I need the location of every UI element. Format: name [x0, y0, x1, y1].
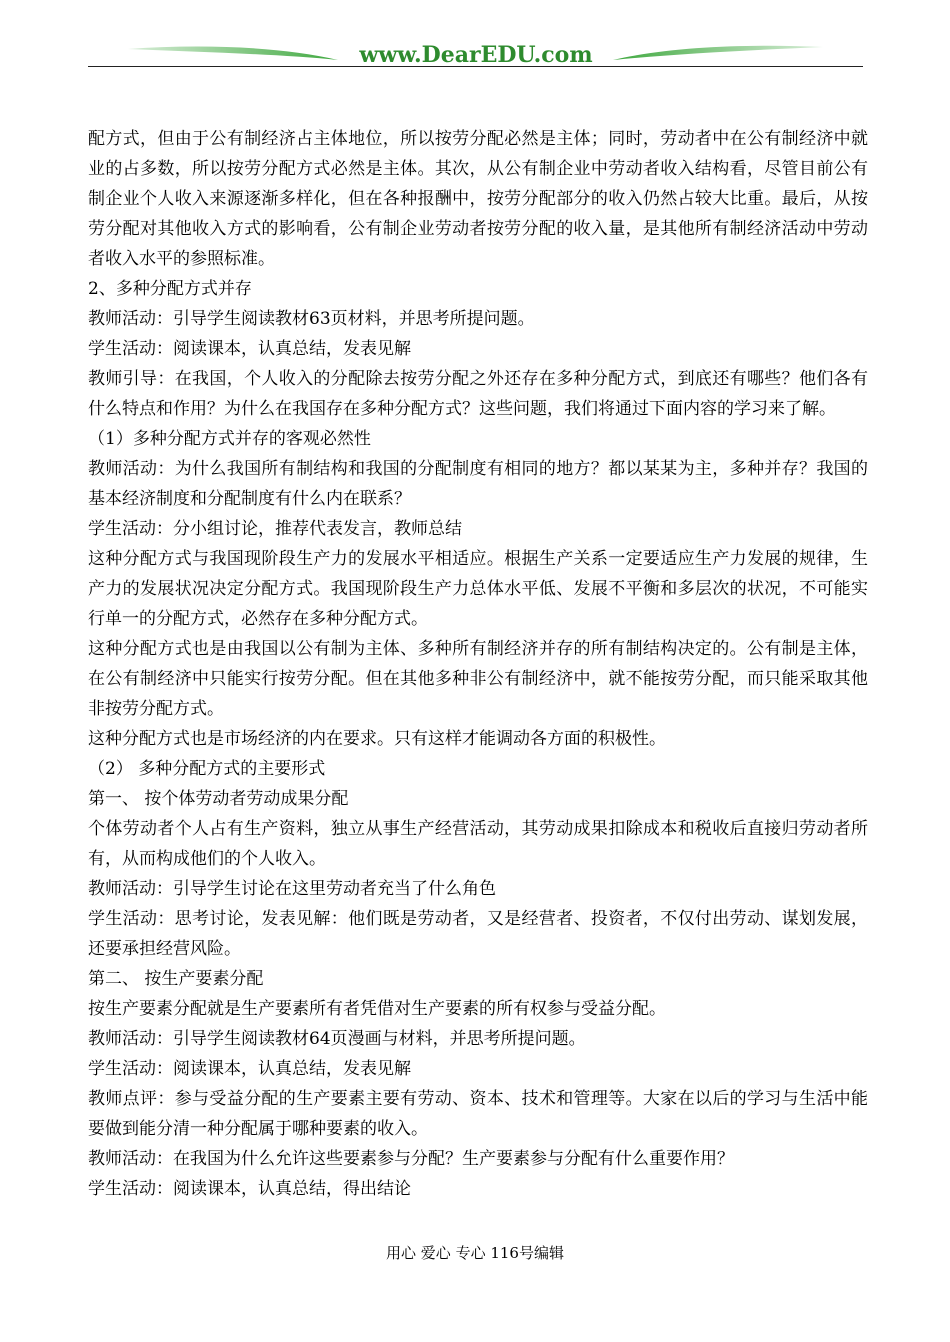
page-header: [88, 36, 863, 68]
paragraph: 第二、 按生产要素分配: [88, 969, 264, 989]
paragraph: 学生活动：分小组讨论，推荐代表发言，教师总结: [88, 519, 462, 539]
paragraph: 这种分配方式也是由我国以公有制为主体、多种所有制经济并存的所有制结构决定的。公有制是主体，在公有制经济中只能实行按劳分配。但在其他多种非公有制经济中，就不能按劳分配，而只能采取其他非按劳分配方式。: [88, 639, 868, 719]
paragraph: 这种分配方式与我国现阶段生产力的发展水平相适应。根据生产关系一定要适应生产力发展的规律，生产力的发展状况决定分配方式。我国现阶段生产力总体水平低、发展不平衡和多层次的状况，不可能实行单一的分配方式，必然存在多种分配方式。: [88, 549, 868, 629]
paragraph: 按生产要素分配就是生产要素所有者凭借对生产要素的所有权参与受益分配。: [88, 999, 666, 1019]
paragraph: 教师活动：引导学生讨论在这里劳动者充当了什么角色: [88, 879, 496, 899]
paragraph: 学生活动：思考讨论，发表见解：他们既是劳动者，又是经营者、投资者，不仅付出劳动、谋划发展，还要承担经营风险。: [88, 909, 868, 959]
paragraph: 个体劳动者个人占有生产资料，独立从事生产经营活动，其劳动成果扣除成本和税收后直接归劳动者所有，从而构成他们的个人收入。: [88, 819, 868, 869]
document-body: [88, 124, 868, 1204]
left-swoosh-icon: [128, 47, 338, 60]
paragraph: 教师活动：引导学生阅读教材64页漫画与材料，并思考所提问题。: [88, 1029, 586, 1049]
paragraph: 学生活动：阅读课本，认真总结，发表见解: [88, 339, 411, 359]
paragraph: 学生活动：阅读课本，认真总结，得出结论: [88, 1179, 411, 1199]
paragraph: 2、多种分配方式并存: [88, 279, 252, 299]
paragraph: 配方式，但由于公有制经济占主体地位，所以按劳分配必然是主体；同时，劳动者中在公有制经济中就业的占多数，所以按劳分配方式必然是主体。其次，从公有制企业中劳动者收入结构看，尽管目前公有制企业个人收入来源逐渐多样化，但在各种报酬中，按劳分配部分的收入仍然占较大比重。最后，从按劳分配对其他收入方式的影响看，公有制企业劳动者按劳分配的收入量，是其他所有制经济活动中劳动者收入水平的参照标准。: [88, 129, 868, 269]
header-rule: [88, 66, 863, 67]
paragraph: 教师活动：为什么我国所有制结构和我国的分配制度有相同的地方？都以某某为主，多种并存？我国的基本经济制度和分配制度有什么内在联系？: [88, 459, 868, 509]
paragraph: 教师活动：引导学生阅读教材63页材料，并思考所提问题。: [88, 309, 535, 329]
paragraph: 第一、 按个体劳动者劳动成果分配: [88, 789, 349, 809]
paragraph: 学生活动：阅读课本，认真总结，发表见解: [88, 1059, 411, 1079]
paragraph: 这种分配方式也是市场经济的内在要求。只有这样才能调动各方面的积极性。: [88, 729, 666, 749]
paragraph: 教师活动：在我国为什么允许这些要素参与分配？生产要素参与分配有什么重要作用？: [88, 1149, 734, 1169]
logo-text: www.DearEDU.com: [359, 42, 593, 68]
page-footer: 用心 爱心 专心 116号编辑: [386, 1244, 564, 1262]
header-logo: [88, 36, 863, 68]
paragraph: 教师引导：在我国，个人收入的分配除去按劳分配之外还存在多种分配方式，到底还有哪些？他们各有什么特点和作用？为什么在我国存在多种分配方式？这些问题，我们将通过下面内容的学习来了解。: [88, 369, 868, 419]
right-swoosh-icon: [613, 46, 823, 60]
paragraph: （1）多种分配方式并存的客观必然性: [88, 429, 371, 449]
paragraph: （2） 多种分配方式的主要形式: [88, 759, 326, 779]
paragraph: 教师点评：参与受益分配的生产要素主要有劳动、资本、技术和管理等。大家在以后的学习与生活中能要做到能分清一种分配属于哪种要素的收入。: [88, 1089, 868, 1139]
